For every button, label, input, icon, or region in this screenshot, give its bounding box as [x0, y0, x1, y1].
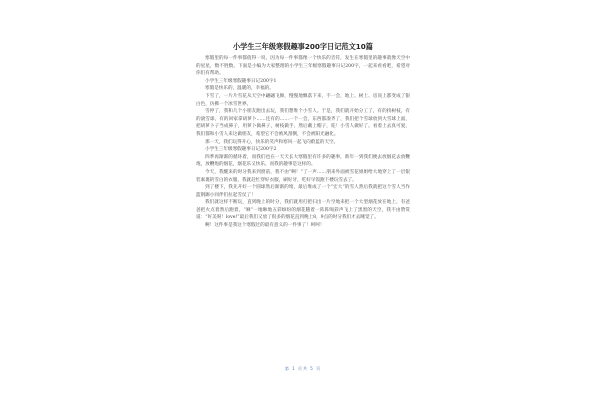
- paragraph: 今天，我醒来的时分我来到窗前，我不由“啊！”了一声……朋来外面被雪花姐姐给大地穿上了一层银装素裹的雪白的衣服，我就赶忙穿好衣服，刷好牙，吃好早饭跑下楼玩雪去了。: [196, 169, 410, 183]
- document-page: [196, 42, 410, 372]
- paragraph: 雪停了，我和几个小朋友跑出去玩，我们想堆个小雪人。于是，我们就开始分工了，有的找树枝，有的滚雪球，有的回家拿胡萝卜……还有的……一个一会，东西都凑齐了，我们把个雪球放到大雪球上面，把胡萝卜子当成鼻子，用萝卜做鼻子，树枝做手，然后戴上帽子，哇！小雪人做好了。看着上去真可爱，我们都和小雪人来这做朋友，希望它不会被风刮倒，不会被阳光融化。: [196, 109, 410, 137]
- intro-paragraph: 寒假里的每一件事都值得一说，因为每一件事都像一个快乐的音符，发生在寒假里的趣事就像天空中的星星，数不胜数。下面是小编为大家整理的小学生三年级寒假趣事日记200字，一起来看看吧，希望对你们有帮助。: [196, 56, 410, 77]
- article-heading: 小学生三年级寒假趣事日记200字1: [205, 78, 277, 84]
- paragraph: 下雪了，一片片雪花从天空中翩翩飞舞，慢慢地飘落下来，不一会，地上、树上、房顶上都变成了银白色，仿佛一个冰雪世界。: [196, 93, 410, 107]
- paragraph: 那一天，我们玩得开心，快乐的笑声和寒风一起飞向蔚蓝的天空。: [205, 139, 339, 145]
- paragraph: 我们就这样不断玩，直到晚上的时分，我们就用打把扫出一片空地来把一个大型烟花放在地上，有爸爸把火点着然后跑着，“咻”一地咻地五彩缤纷的烟花随着一阵阵喝彩声飞上了黑黑的天空，我不由赞赏道：“好美呀！love!”最后我们又放了很多的烟花直到晚上8，9点的时分我们才去睡觉了。: [196, 200, 410, 221]
- document-title: 小学生三年级寒假趣事200字日记范文10篇: [232, 42, 373, 51]
- paragraph: 寒假是快乐的，温暖的，幸福的。: [205, 86, 274, 92]
- paragraph: 到了楼下，我先开好一个圆球然后渐渐的堆，最后堆成了一个“宏大”的雪人然后我就把这个雪人当作篮钢踢小同伴们拉起雪仗了！: [196, 185, 410, 198]
- article-heading: 小学生三年级寒假趣事日记200字2: [205, 147, 277, 153]
- paragraph: 啊！这件事是我这个寒假过的最有意义的一件事了！呵呵！: [205, 223, 325, 229]
- page-number: 第 1 页共 5 页: [284, 366, 322, 371]
- document-body: [196, 55, 410, 230]
- paragraph: 四季再渐渐的循环着，而我们也在一天天长大寒假里有许多的趣事，新年一到我们便去放烟花去放鞭炮，放鞭炮的烟花，烟花乐又快乐，而我的趣事是这样的。: [196, 154, 410, 168]
